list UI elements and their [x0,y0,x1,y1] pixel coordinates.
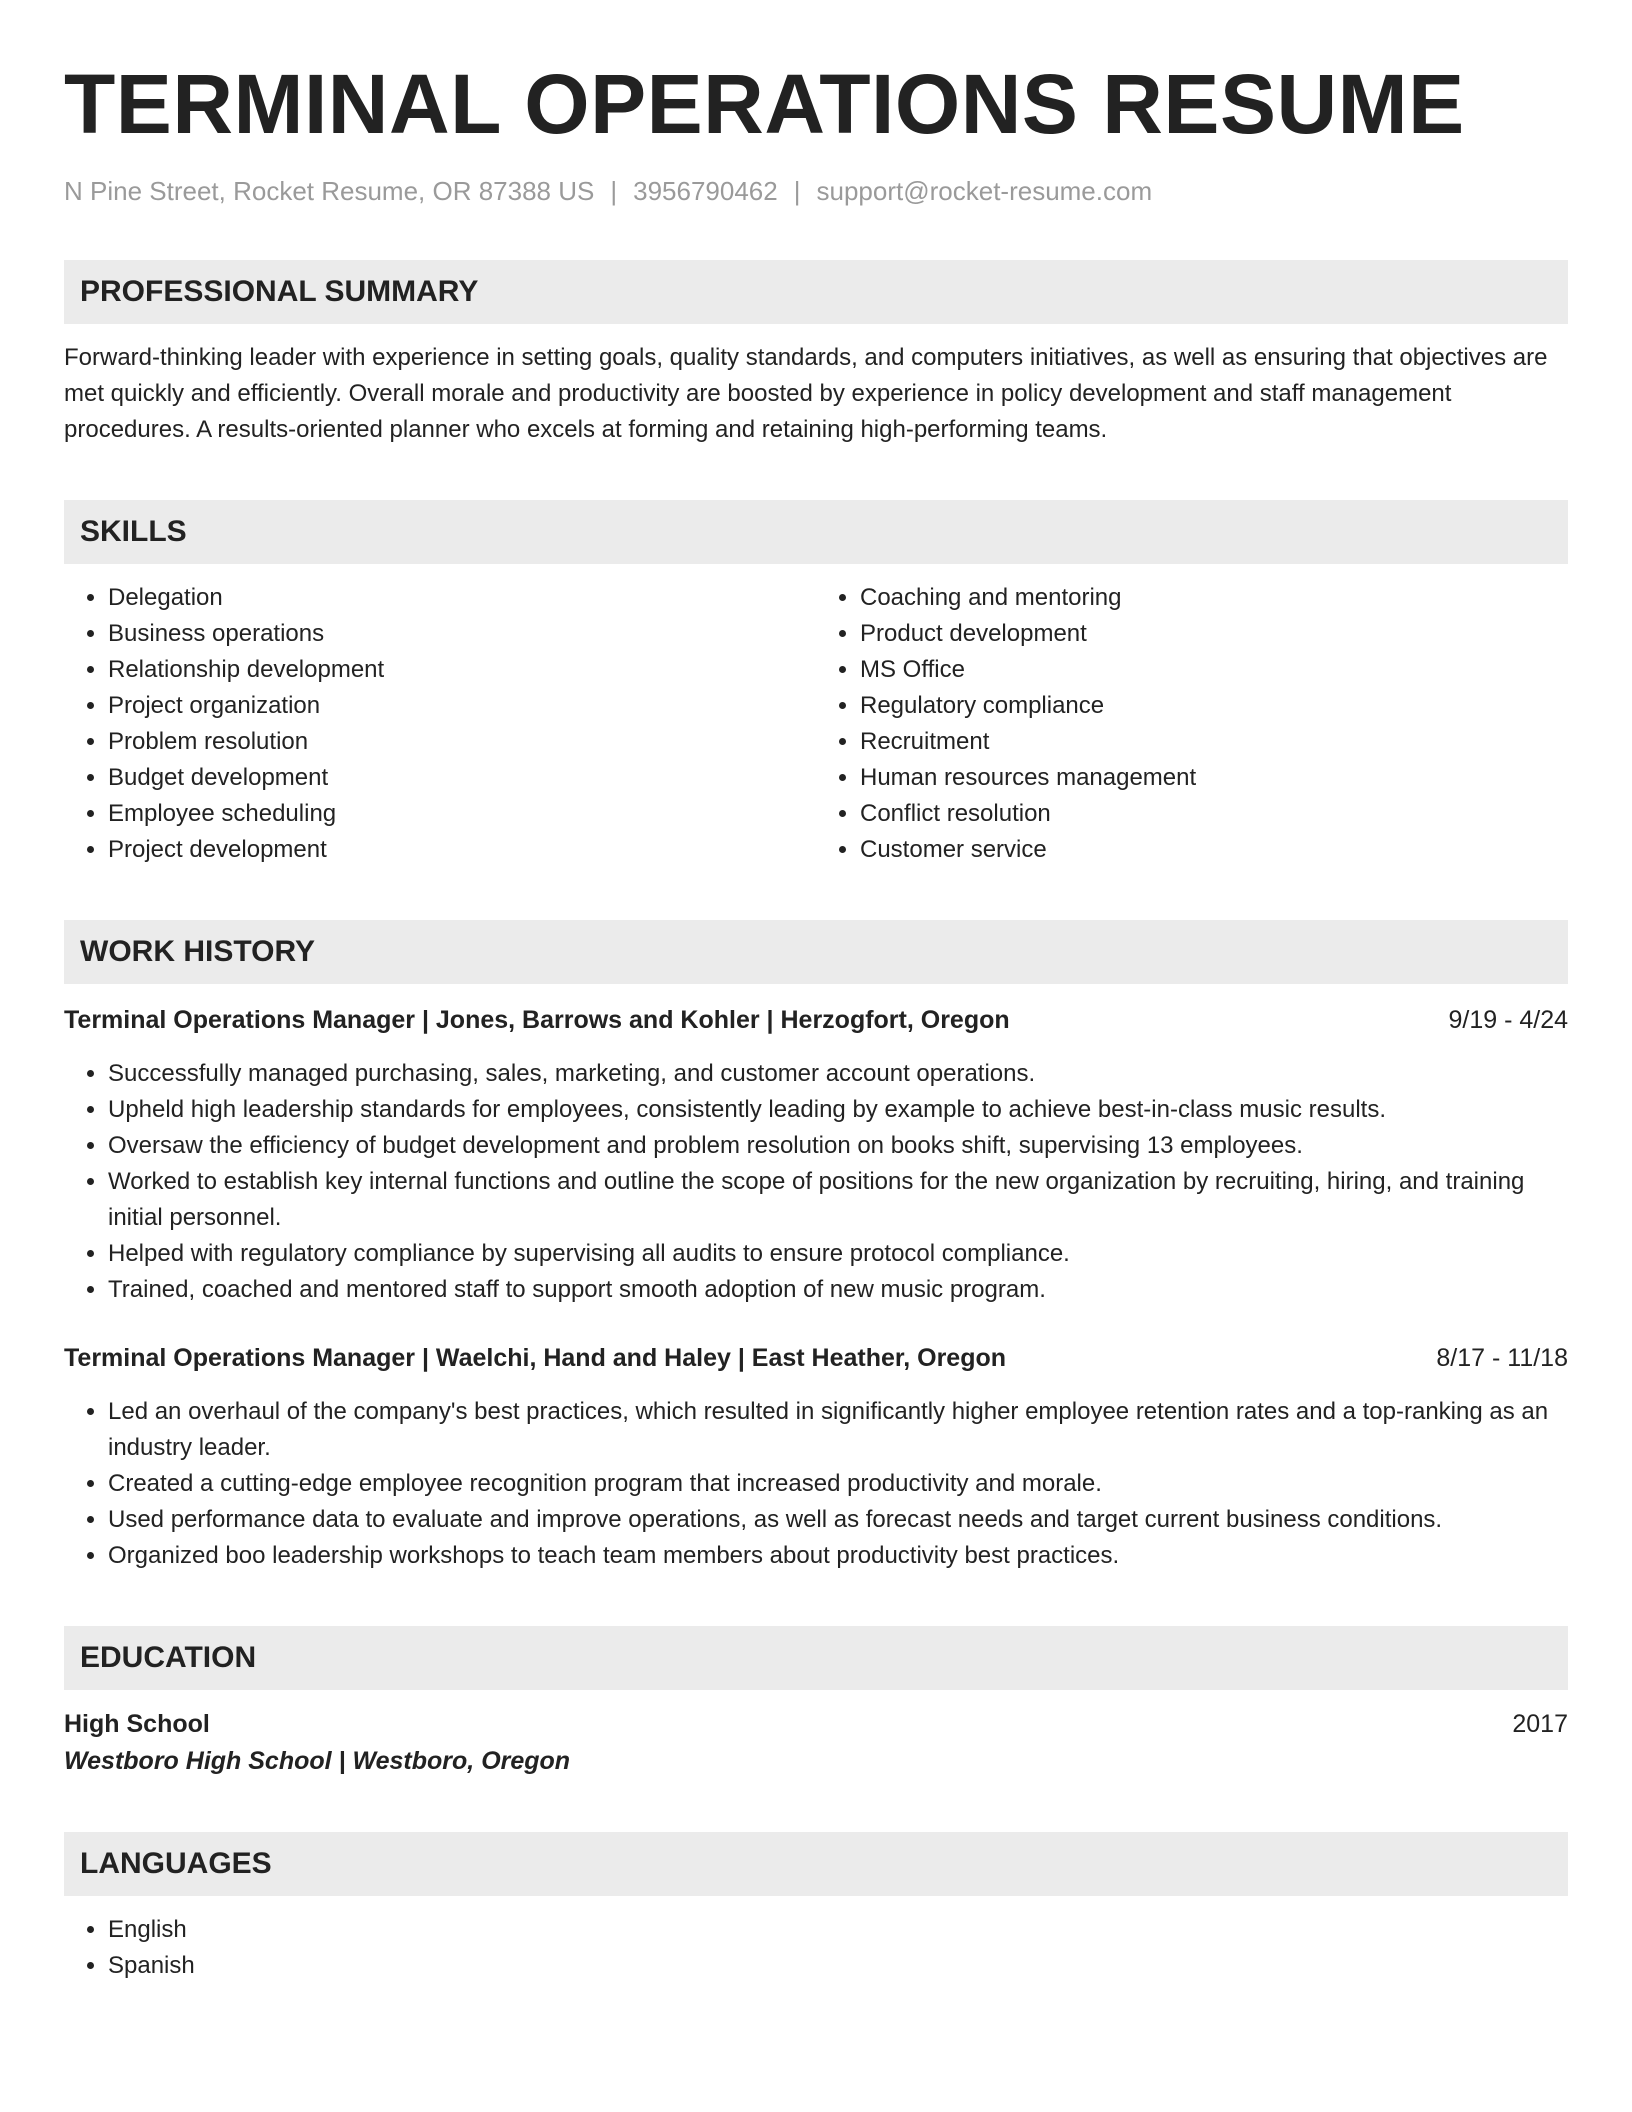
job-bullet: • Organized boo leadership workshops to teach team members about productivity best practices. [108,1538,1568,1574]
skills-list-right [816,580,1568,868]
job-bullet: • Used performance data to evaluate and improve operations, as well as forecast needs and target current business conditions. [108,1502,1568,1538]
section-heading-work-history: WORK HISTORY [64,920,1568,984]
contact-separator: | [793,176,801,206]
section-heading-education: EDUCATION [64,1626,1568,1690]
languages-list [64,1912,1568,1984]
job-bullet: • Oversaw the efficiency of budget development and problem resolution on books shift, supervising 13 employees. [108,1128,1568,1164]
skill-item: • Relationship development [108,652,816,688]
job-entry [64,1002,1568,1308]
job-bullet: • Led an overhaul of the company's best practices, which resulted in significantly higher employee retention rates and a top-ranking as an industry leader. [108,1394,1568,1466]
job-bullet: • Worked to establish key internal functions and outline the scope of positions for the new organization by recruiting, hiring, and training initial personnel. [108,1164,1568,1236]
resume-title: TERMINAL OPERATIONS RESUME [64,57,1465,151]
skill-item: • Regulatory compliance [860,688,1568,724]
contact-phone: 3956790462 [633,176,778,206]
skill-item: • Coaching and mentoring [860,580,1568,616]
skill-item: • MS Office [860,652,1568,688]
skill-item: • Business operations [108,616,816,652]
skill-item: • Employee scheduling [108,796,816,832]
skill-item: • Recruitment [860,724,1568,760]
job-header [64,1340,1568,1376]
skill-item: • Customer service [860,832,1568,868]
job-title: Terminal Operations Manager | Waelchi, Hand and Haley | East Heather, Oregon [64,1344,1007,1372]
skill-item: • Conflict resolution [860,796,1568,832]
education-year: 2017 [1512,1710,1568,1738]
job-bullets [64,1056,1568,1308]
job-dates: 8/17 - 11/18 [1436,1344,1568,1372]
skill-item: • Project development [108,832,816,868]
skill-item: • Problem resolution [108,724,816,760]
education-degree: High School [64,1710,210,1738]
education-header [64,1706,1568,1742]
job-title: Terminal Operations Manager | Jones, Barrows and Kohler | Herzogfort, Oregon [64,1006,1010,1034]
section-heading-skills: SKILLS [64,500,1568,564]
section-heading-summary: PROFESSIONAL SUMMARY [64,260,1568,324]
section-heading-languages: LANGUAGES [64,1832,1568,1896]
skills-list-left [64,580,816,868]
contact-separator: | [610,176,618,206]
skill-item: • Delegation [108,580,816,616]
job-bullet: • Created a cutting-edge employee recognition program that increased productivity and morale. [108,1466,1568,1502]
skill-item: • Product development [860,616,1568,652]
skill-item: • Human resources management [860,760,1568,796]
education-school: Westboro High School | Westboro, Oregon [64,1747,571,1775]
language-item: • English [108,1912,1568,1948]
skill-item: • Budget development [108,760,816,796]
skills-grid [64,580,1568,868]
contact-line [64,174,1568,208]
job-header [64,1002,1568,1038]
job-bullet: • Successfully managed purchasing, sales, marketing, and customer account operations. [108,1056,1568,1092]
skill-item: • Project organization [108,688,816,724]
job-bullet: • Trained, coached and mentored staff to support smooth adoption of new music program. [108,1272,1568,1308]
contact-address: N Pine Street, Rocket Resume, OR 87388 US [64,176,595,206]
contact-email: support@rocket-resume.com [816,176,1153,206]
summary-text: Forward-thinking leader with experience in setting goals, quality standards, and computers initiatives, as well as ensuring that objectives are met quickly and efficiently. Overall morale and productivity are boosted by experience in policy development and staff management procedures. A results-oriented planner who excels at forming and retaining high-performing teams. [64,344,1548,443]
language-item: • Spanish [108,1948,1568,1984]
job-bullet: • Upheld high leadership standards for employees, consistently leading by example to achieve best-in-class music results. [108,1092,1568,1128]
job-dates: 9/19 - 4/24 [1448,1006,1568,1034]
job-entry [64,1340,1568,1574]
job-bullet: • Helped with regulatory compliance by supervising all audits to ensure protocol compliance. [108,1236,1568,1272]
job-bullets [64,1394,1568,1574]
